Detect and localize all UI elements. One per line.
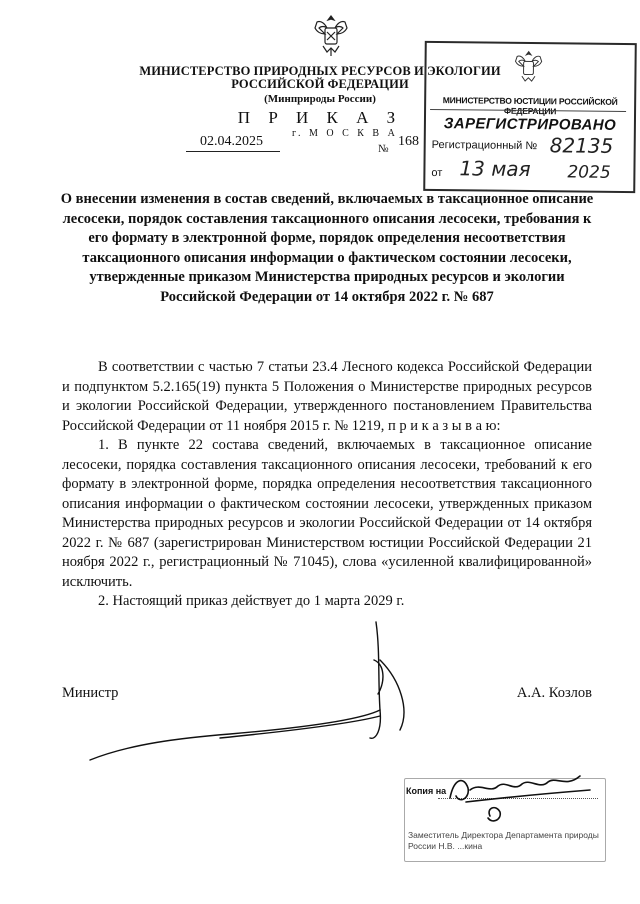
stamp-reg-year: 2025 — [567, 162, 611, 183]
copy-handwritten-signature — [430, 768, 600, 828]
date-underline — [186, 151, 280, 152]
minister-signature — [80, 620, 440, 780]
signatory-name: А.А. Козлов — [516, 685, 592, 701]
stamp-reg-date: 13 мая — [459, 156, 531, 182]
copy-label: Копия на — [406, 786, 447, 796]
stamp-organization: МИНИСТЕРСТВО ЮСТИЦИИ РОССИЙСКОЙ ФЕДЕРАЦИИ — [442, 95, 618, 117]
signatory-position: Министр — [62, 685, 119, 701]
registration-stamp — [423, 41, 637, 193]
copy-certification-stamp — [400, 768, 610, 868]
ministry-short-name: (Минприроды России) — [264, 93, 376, 105]
document-date: 02.04.2025 — [200, 134, 263, 149]
document-city: г. М О С К В А — [292, 128, 398, 139]
document-body — [62, 358, 592, 612]
ministry-name-line1: МИНИСТЕРСТВО ПРИРОДНЫХ РЕСУРСОВ И ЭКОЛОГИИ — [139, 64, 501, 78]
body-paragraph-item-1: 1. В пункте 22 состава сведений, включаемых в таксационное описание лесосеки, порядка составления таксационного описания лесосеки, требований к его формату в электронной форме, порядка определения несоответствия таксационного описания информации о фактическом состоянии лесосеки, утвержденных приказом Министерства природных ресурсов и экологии Российской Федерации от 14 октября 2022 г. № 687 (зарегистрирован Министерством юстиции Российской Федерации 21 ноября 2022 г., регистрационный № 71045), слова «усиленной квалифицированной» исключить. — [62, 437, 592, 590]
stamp-reg-label: Регистрационный № — [431, 138, 538, 153]
document-number: 168 — [398, 134, 419, 149]
document-type: П Р И К А З — [237, 108, 403, 127]
copy-deputy-text: Заместитель Директора Департамента природы России Н.В. ...кина — [408, 830, 599, 851]
body-paragraph-preamble: В соответствии с частью 7 статьи 23.4 Лесного кодекса Российской Федерации и подпунктом 5.2.165(19) пункта 5 Положения о Министерстве природных ресурсов и экологии Российской Федерации, утвержденного постановлением Правительства Российской Федерации от 11 ноября 2015 г. № 1219, п р и к а з ы в а ю: — [62, 359, 592, 434]
stamp-status: ЗАРЕГИСТРИРОВАНО — [443, 115, 617, 134]
body-paragraph-item-2: 2. Настоящий приказ действует до 1 марта 2029 г. — [98, 593, 405, 609]
ministry-name-line2: РОССИЙСКОЙ ФЕДЕРАЦИИ — [231, 77, 409, 91]
stamp-reg-number: 82135 — [549, 133, 614, 158]
number-sign: № — [378, 143, 389, 155]
stamp-emblem-icon — [510, 48, 546, 88]
coat-of-arms-emblem — [309, 12, 353, 60]
stamp-from-label: от — [431, 166, 443, 180]
document-title: О внесении изменения в состав сведений, включаемых в таксационное описание лесосеки, порядок составления таксационного описания лесосеки, требования к его формату в электронной форме, порядок определения несоответствия таксационного описания информации о фактическом состоянии лесосеки, утвержденные приказом Министерства природных ресурсов и экологии Российской Федерации от 14 октября 2022 г. № 687 — [60, 191, 594, 305]
